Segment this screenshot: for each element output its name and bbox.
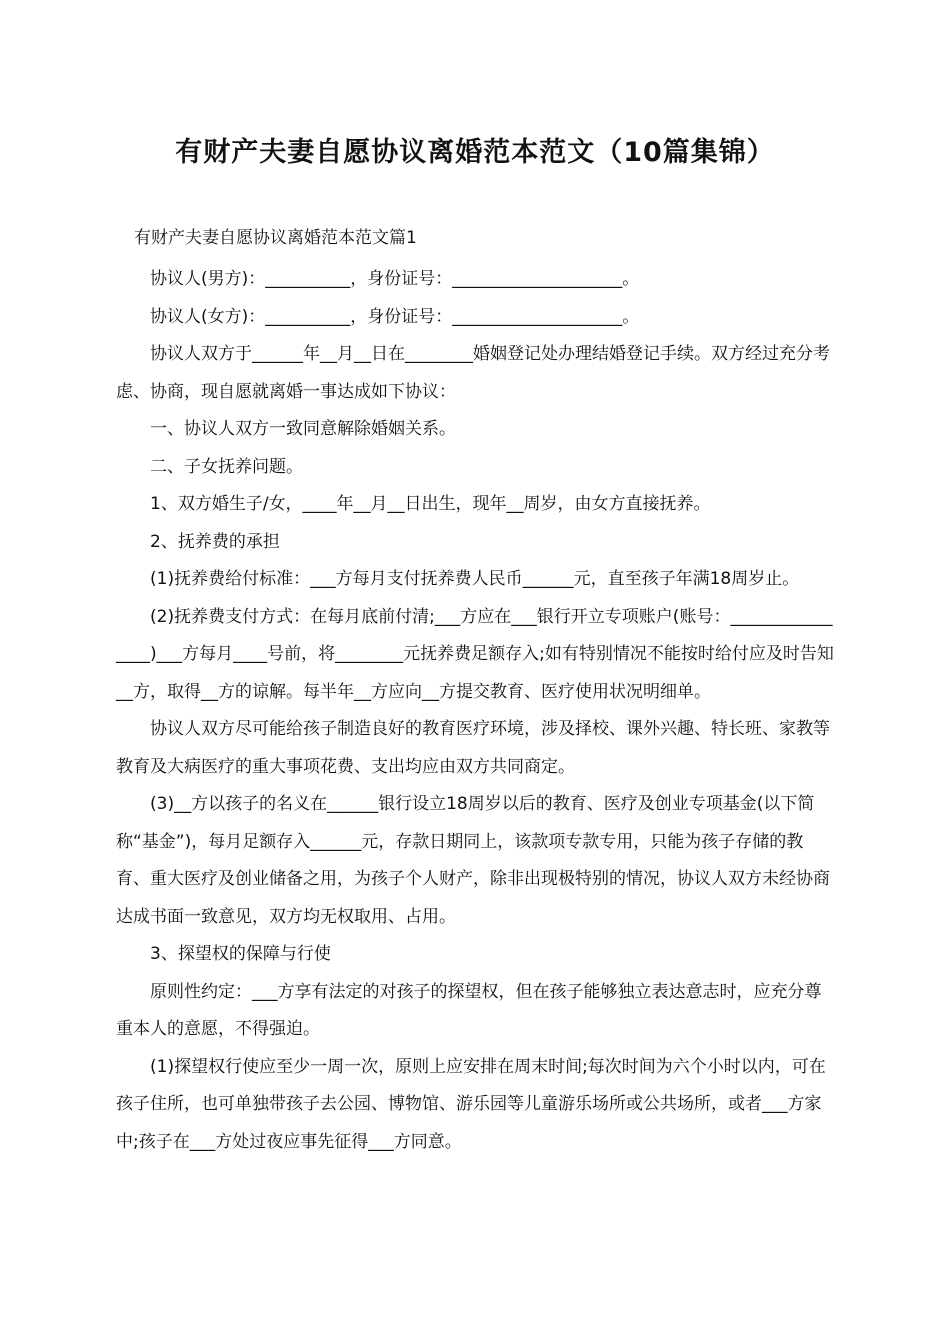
- paragraph-child-info: 1、双方婚生子/女，____年__月__日出生，现年__周岁，由女方直接抚养。: [150, 494, 711, 514]
- document-body: [116, 261, 836, 1161]
- paragraph-visitation-principle: 原则性约定：___方享有法定的对孩子的探望权，但在孩子能够独立表达意志时，应充分尊重本人的意愿，不得强迫。: [116, 981, 822, 1039]
- paragraph-female-party: 协议人(女方)：__________，身份证号：____________________。: [150, 306, 640, 327]
- paragraph-support-heading: 2、抚养费的承担: [150, 531, 280, 552]
- paragraph-clause-2: 二、子女抚养问题。: [150, 456, 303, 477]
- paragraph-support-payment: (2)抚养费支付方式：在每月底前付清;___方应在___银行开立专项账户(账号：________________)___方每月____号前，将________元抚养费足额存入;如有特别情况不能按时给付应及时告知__方，取得__方的谅解。每半年__方应向__方提交教育、医疗使用状况明细单。: [116, 606, 834, 702]
- paragraph-education-environment: 协议人双方尽可能给孩子制造良好的教育医疗环境，涉及择校、课外兴趣、特长班、家教等教育及大病医疗的重大事项花费、支出均应由双方共同商定。: [116, 719, 830, 777]
- document-title: 有财产夫妻自愿协议离婚范本范文（10篇集锦）: [175, 137, 775, 168]
- paragraph-fund: (3)__方以孩子的名义在______银行设立18周岁以后的教育、医疗及创业专项基金(以下简称“基金”)，每月足额存入______元，存款日期同上，该款项专款专用，只能为孩子存储的教育、重大医疗及创业储备之用，为孩子个人财产，除非出现极特别的情况，协议人双方未经协商达成书面一致意见，双方均无权取用、占用。: [116, 794, 830, 927]
- paragraph-clause-1: 一、协议人双方一致同意解除婚姻关系。: [150, 419, 456, 439]
- paragraph-marriage-registration: 协议人双方于______年__月__日在________婚姻登记处办理结婚登记手续。双方经过充分考虑、协商，现自愿就离婚一事达成如下协议：: [116, 344, 830, 402]
- paragraph-visitation-schedule: (1)探望权行使应至少一周一次，原则上应安排在周末时间;每次时间为六个小时以内，可在孩子住所，也可单独带孩子去公园、博物馆、游乐园等儿童游乐场所或公共场所，或者___方家中;孩子在___方处过夜应事先征得___方同意。: [116, 1056, 826, 1152]
- section-heading: 有财产夫妻自愿协议离婚范本范文篇1: [134, 228, 417, 248]
- paragraph-male-party: 协议人(男方)：__________，身份证号：____________________。: [150, 269, 640, 289]
- paragraph-support-standard: (1)抚养费给付标准：___方每月支付抚养费人民币______元，直至孩子年满18周岁止。: [150, 569, 800, 589]
- paragraph-visitation-heading: 3、探望权的保障与行使: [150, 944, 331, 964]
